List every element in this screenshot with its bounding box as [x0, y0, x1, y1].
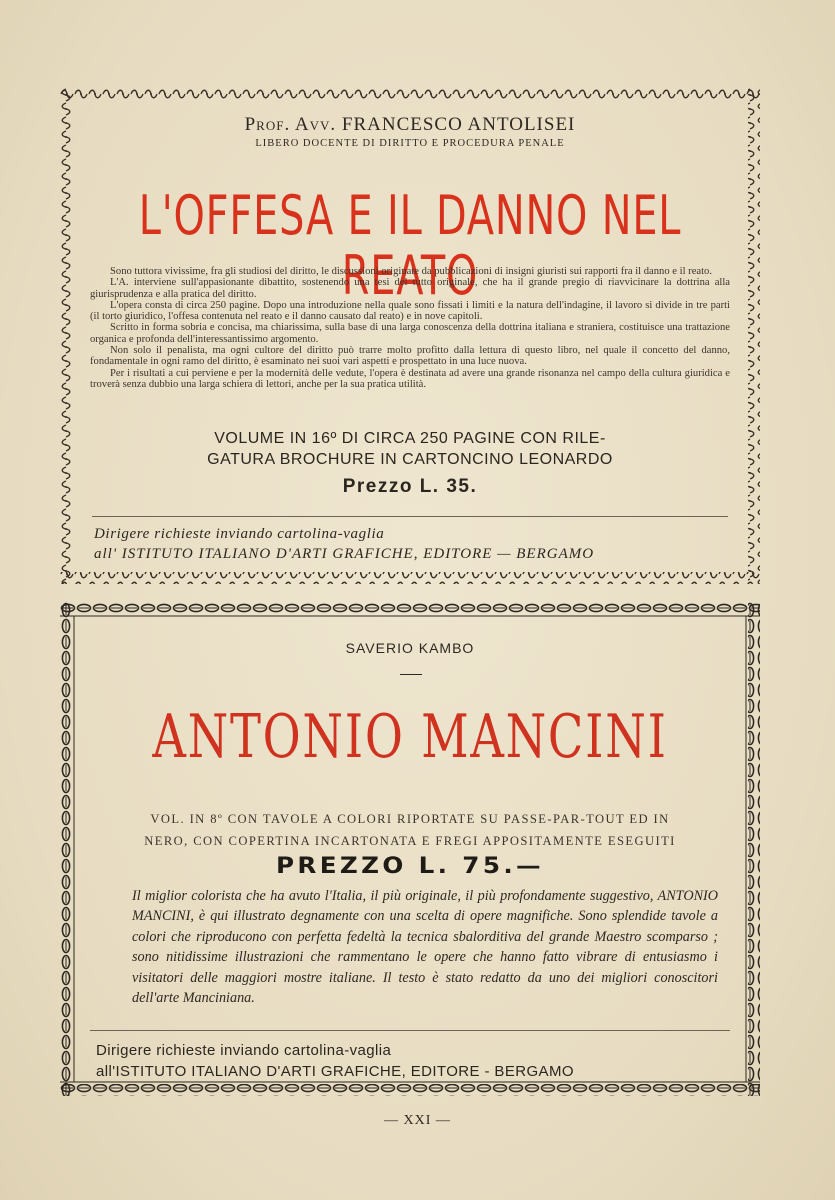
author-subtitle: LIBERO DOCENTE DI DIRITTO E PROCEDURA PENALE — [255, 138, 565, 149]
book-title: ANTONIO MANCINI — [152, 702, 668, 772]
author-surname: FRANCESCO ANTOLISEI — [341, 114, 576, 135]
paragraph: Sono tuttora vivissime, fra gli studiosi del diritto, le discussioni originate da pubblicazioni di insigni giuristi sui rapporti fra il danno e il reato. — [110, 266, 712, 277]
author-name — [60, 114, 760, 136]
page-number: — XXI — — [384, 1113, 451, 1128]
price: PREZZO L. 75.— — [275, 854, 545, 879]
volume-line: NERO, CON COPERTINA INCARTONATA E FREGI APPOSITAMENTE ESEGUITI — [144, 834, 676, 848]
publisher-address: all' ISTITUTO ITALIANO D'ARTI GRAFICHE, EDITORE — BERGAMO — [94, 546, 595, 562]
book-description — [90, 266, 730, 390]
author-name: SAVERIO KAMBO — [345, 640, 475, 656]
divider — [90, 1030, 730, 1031]
divider — [400, 674, 422, 675]
book-description: Il miglior colorista che ha avuto l'Italia, il più originale, il più profondamente suggestivo, ANTONIO MANCINI, è qui illustrato degnamente con una scelta di opere magnifiche. Sono splendide tavole a colori che riproducono con perfetta fedeltà la tecnica sbalorditiva del grande Maestro scomparso ; sono nitidissime illustrazioni che rammentano le opere che hanno fatto vibrare di entusiasmo i visitatori delle maggiori mostre italiane. Il testo è stato redatto da uno dei migliori conoscitori dell'arte Manciniana. — [132, 888, 718, 1007]
order-instructions: Dirigere richieste inviando cartolina-vaglia — [96, 1042, 392, 1059]
price: Prezzo L. 35. — [342, 476, 478, 497]
paragraph: L'opera consta di circa 250 pagine. Dopo una introduzione nella quale sono fissati i limiti e la natura dell'indagine, il lavoro si divide in tre parti (il torto giuridico, l'offesa contenuta nel reato e il danno causato dal reato) e in nove capitoli. — [90, 299, 730, 323]
book-title: L'OFFESA E IL DANNO NEL REATO — [138, 184, 682, 307]
volume-line: VOL. IN 8º CON TAVOLE A COLORI RIPORTATE SU PASSE-PAR-TOUT ED IN — [150, 812, 670, 826]
paragraph: Per i risultati a cui perviene e per la modernità delle vedute, l'opera è destinata ad avere una grande risonanza nel campo della cultura giuridica e troverà senza dubbio una larga schiera di lettori, anche per la sua pratica utilità. — [90, 367, 730, 390]
publisher-address: all'ISTITUTO ITALIANO D'ARTI GRAFICHE, EDITORE - BERGAMO — [96, 1063, 574, 1080]
divider — [92, 516, 728, 517]
advertisement-mancini — [60, 602, 760, 1096]
volume-line: GATURA BROCHURE IN CARTONCINO LEONARDO — [207, 451, 613, 468]
paragraph: Non solo il penalista, ma ogni cultore del diritto può trarre molto profitto dalla lettura di questo libro, nel quale il concetto del danno, fondamentale in ogni ramo del diritto, è esaminato nei suoi vari aspetti e prospettato in una luce nuova. — [90, 345, 730, 368]
paragraph: Scritto in forma sobria e concisa, ma chiarissima, sulla base di una larga conoscenza della dottrina italiana e straniera, costituisce una trattazione organica e profonda dell'interessantissimo argomento. — [90, 322, 730, 345]
volume-line: VOLUME IN 16º DI CIRCA 250 PAGINE CON RILE- — [214, 430, 606, 447]
volume-details — [60, 428, 760, 470]
paragraph: L'A. interviene sull'appasionante dibattito, sostenendo una tesi del tutto originale, che ha il grande pregio di riavvicinare la dottrina alla giurisprudenza e alla pratica del diritto. — [90, 277, 730, 300]
order-instructions: Dirigere richieste inviando cartolina-vaglia — [94, 526, 385, 542]
volume-details — [60, 808, 760, 852]
advertisement-antolisei — [60, 88, 760, 584]
author-prefix: Prof. Avv. — [244, 114, 337, 135]
